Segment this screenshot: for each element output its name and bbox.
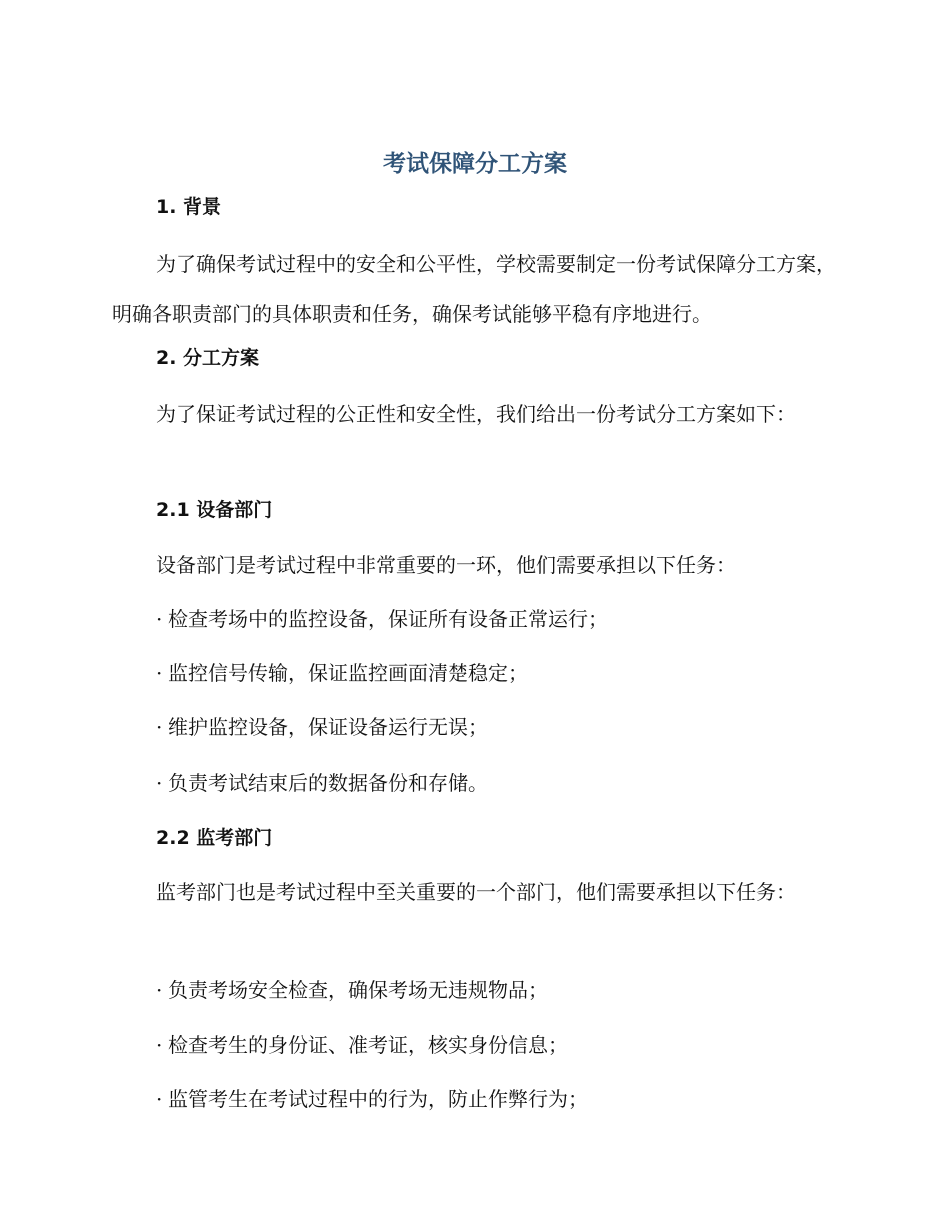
- bullet-icon: ·: [156, 715, 163, 739]
- section-heading-equipment-dept: 2.1 设备部门: [156, 499, 273, 521]
- list-item: [156, 977, 548, 1003]
- list-item-text: 负责考场安全检查，确保考场无违规物品；: [168, 978, 548, 1002]
- bullet-icon: ·: [156, 1087, 163, 1111]
- section-heading-background: 1. 背景: [156, 196, 222, 218]
- list-item: [156, 1086, 588, 1112]
- bullet-icon: ·: [156, 978, 163, 1002]
- list-item: [156, 1032, 568, 1058]
- list-item-text: 检查考生的身份证、准考证，核实身份信息；: [168, 1033, 568, 1057]
- section-heading-invigilation-dept: 2.2 监考部门: [156, 827, 273, 849]
- list-item-text: 监管考生在考试过程中的行为，防止作弊行为；: [168, 1087, 588, 1111]
- list-item-text: 监控信号传输，保证监控画面清楚稳定；: [168, 661, 528, 685]
- bullet-icon: ·: [156, 661, 163, 685]
- list-item-text: 检查考场中的监控设备，保证所有设备正常运行；: [168, 607, 608, 631]
- document-title: 考试保障分工方案: [383, 151, 567, 177]
- bullet-icon: ·: [156, 1033, 163, 1057]
- list-item: [156, 770, 488, 796]
- section-heading-division-plan: 2. 分工方案: [156, 347, 260, 369]
- list-item-text: 维护监控设备，保证设备运行无误；: [168, 715, 488, 739]
- list-item-text: 负责考试结束后的数据备份和存储。: [168, 771, 488, 795]
- paragraph-equipment-dept: 设备部门是考试过程中非常重要的一环，他们需要承担以下任务：: [156, 553, 736, 577]
- list-item: [156, 660, 528, 686]
- paragraph-background: 为了确保考试过程中的安全和公平性，学校需要制定一份考试保障分工方案，明确各职责部门的具体职责和任务，确保考试能够平稳有序地进行。: [112, 252, 836, 326]
- list-item: [156, 714, 488, 740]
- paragraph-division-plan: 为了保证考试过程的公正性和安全性，我们给出一份考试分工方案如下：: [156, 402, 796, 426]
- paragraph-invigilation-dept: 监考部门也是考试过程中至关重要的一个部门，他们需要承担以下任务：: [156, 880, 796, 904]
- bullet-icon: ·: [156, 607, 163, 631]
- bullet-icon: ·: [156, 771, 163, 795]
- list-item: [156, 606, 608, 632]
